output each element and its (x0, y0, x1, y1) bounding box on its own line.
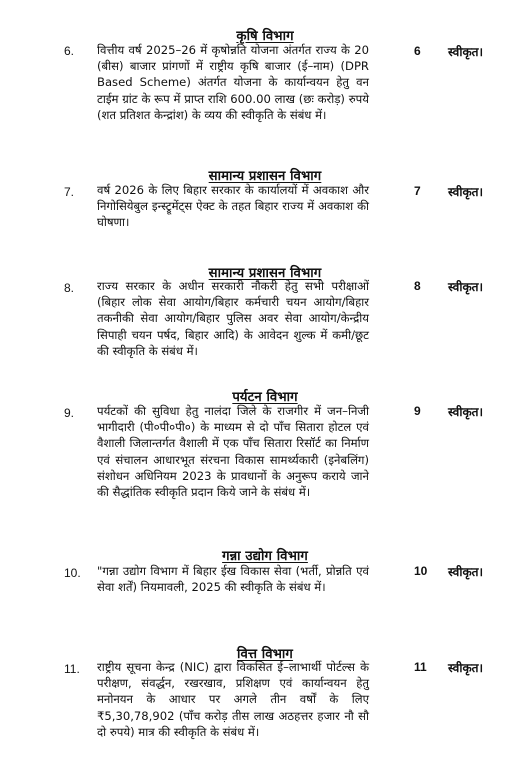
department-heading: कृषि विभाग (236, 29, 294, 44)
status-label: स्वीकृत। (448, 280, 484, 294)
serial-number: 7. (64, 185, 75, 199)
serial-number: 11. (64, 662, 80, 676)
agenda-text: राष्ट्रीय सूचना केन्द्र (NIC) द्वारा विकसित ई–लाभार्थी पोर्टल्स के परीक्षण, संवर्द्धन, रखरखाव, प्रशिक्षण एवं कार्यान्वयन हेतु मनोनयन के आधार पर अगले तीन वर्षों के लिए ₹5,30,78,902 (पाँच करोड़ तीस लाख अठहत्तर हजार नौ सौ दो रुपये) मात्र की स्वीकृति के संबंध में। (97, 660, 369, 739)
agenda-text: वर्ष 2026 के लिए बिहार सरकार के कार्यालयों में अवकाश और निगोसियेबुल इन्स्ट्रूमेंट्स ऐक्ट के तहत बिहार राज्य में अवकाश की घोषणा। (97, 183, 369, 230)
item-reference-number: 6 (414, 44, 421, 58)
department-heading: सामान्य प्रशासन विभाग (208, 266, 322, 281)
status-label: स्वीकृत। (448, 661, 484, 675)
department-heading: गन्ना उद्योग विभाग (222, 549, 308, 564)
department-heading: वित्त विभाग (237, 647, 293, 662)
serial-number: 9. (64, 406, 75, 420)
department-heading: पर्यटन विभाग (232, 390, 298, 405)
item-reference-number: 9 (414, 404, 421, 418)
agenda-text: वित्तीय वर्ष 2025–26 में कृषोन्नति योजना अंतर्गत राज्य के 20 (बीस) बाजार प्रांगणों में राष्ट्रीय कृषि बाजार (ई–नाम) (DPR Based Scheme) अंतर्गत योजना के कार्यान्वयन हेतु वन टाईम ग्रांट के रूप में प्राप्त राशि 600.00 लाख (छः करोड़) रुपये (शत प्रतिशत केन्द्रांश) के व्यय की स्वीकृति के संबंध में। (97, 43, 369, 122)
agenda-text: "गन्ना उद्योग विभाग में बिहार ईख विकास सेवा (भर्ती, प्रोन्नति एवं सेवा शर्तें) नियमावली, 2025 की स्वीकृति के संबंध में। (97, 564, 369, 595)
agenda-text: राज्य सरकार के अधीन सरकारी नौकरी हेतु सभी परीक्षाओं (बिहार लोक सेवा आयोग/बिहार कर्मचारी चयन आयोग/बिहार तकनीकी सेवा आयोग/बिहार पुलिस अवर सेवा आयोग/केन्द्रीय सिपाही चयन पर्षद, बिहार आदि) के आवेदन शुल्क में कमी/छूट की स्वीकृति के संबंध में। (97, 279, 369, 358)
item-reference-number: 11 (414, 660, 427, 674)
serial-number: 10. (64, 566, 81, 580)
status-label: स्वीकृत। (448, 185, 484, 199)
item-reference-number: 7 (414, 184, 421, 198)
item-reference-number: 8 (414, 279, 421, 293)
department-heading: सामान्य प्रशासन विभाग (208, 169, 322, 184)
agenda-text: पर्यटकों की सुविधा हेतु नालंदा जिले के राजगीर में जन–निजी भागीदारी (पी०पी०पी०) के माध्यम से दो पाँच सितारा होटल एवं वैशाली जिलान्तर्गत वैशाली में एक पाँच सितारा रिसॉर्ट का निर्माण एवं संचालन आधारभूत संरचना विकास सामर्थ्यकारी (इनेबलिंग) संशोधन अधिनियम 2023 के प्रावधानों के अनुरूप कराये जाने की सैद्धांतिक स्वीकृति प्रदान किये जाने के संबंध में। (97, 404, 369, 500)
serial-number: 6. (64, 44, 75, 58)
status-label: स्वीकृत। (448, 565, 484, 579)
status-label: स्वीकृत। (448, 405, 484, 419)
serial-number: 8. (64, 281, 75, 295)
item-reference-number: 10 (414, 564, 428, 578)
status-label: स्वीकृत। (448, 45, 484, 59)
